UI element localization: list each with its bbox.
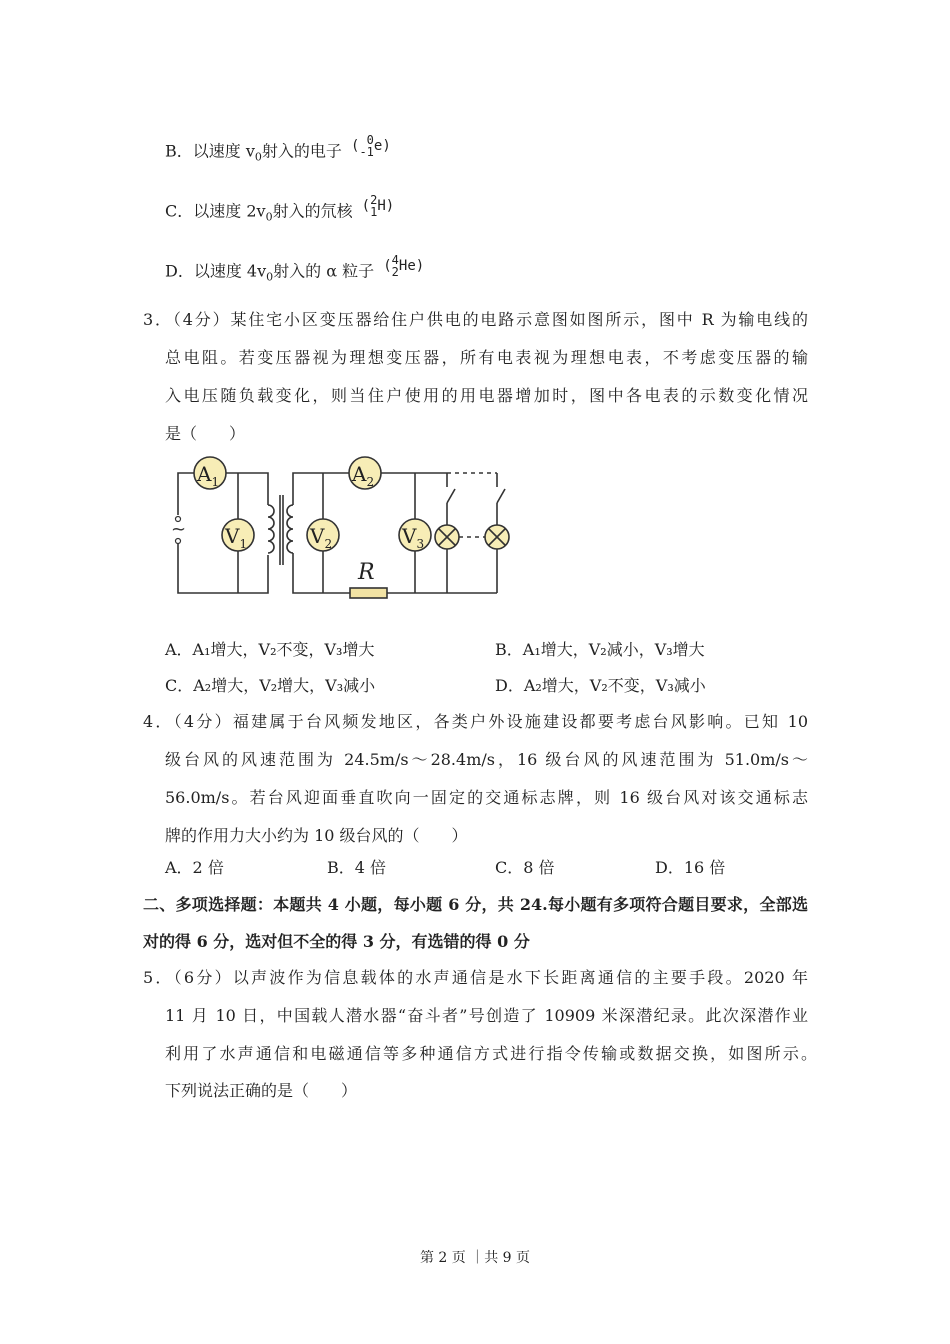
voltmeter-v1: [222, 519, 254, 551]
lamp-1-icon: [435, 525, 459, 549]
q2-option-c-sub: 0: [265, 210, 273, 224]
q4-option-c: C．8 倍: [495, 858, 555, 877]
q4-option-a: A．2 倍: [165, 858, 224, 877]
lamp1-switch-blade: [447, 489, 455, 503]
v3-sub: 3: [416, 537, 425, 551]
q4-line-2: 级台风的风速范围为 24.5m/s～28.4m/s，16 级台风的风速范围为 51.0m/s～: [165, 750, 808, 769]
v1-letter: V: [225, 524, 240, 548]
nuclide-electron-symbol: e: [373, 138, 383, 154]
q3-option-d: D．A₂增大，V₂不变，V₃减小: [495, 676, 706, 695]
q4-option-d: D．16 倍: [655, 858, 726, 877]
v3-letter: V: [402, 524, 417, 548]
q4-option-b: B．4 倍: [327, 858, 387, 877]
q3-option-a: A．A₁增大，V₂不变，V₃增大: [165, 640, 375, 659]
voltmeter-v3: [399, 519, 431, 551]
q2-option-b-sub: 0: [254, 150, 262, 164]
q4-line-4: 牌的作用力大小约为 10 级台风的（ ）: [165, 826, 468, 845]
v1-sub: 1: [239, 537, 248, 551]
q2-option-d-text: 射入的 α 粒子: [273, 261, 375, 281]
secondary-wire-bottom: [293, 553, 350, 593]
q5-line-3: 利用了水声通信和电磁通信等多种通信方式进行指令传输或数据交换，如图所示。: [165, 1044, 817, 1063]
secondary-coil: [287, 505, 293, 553]
nuclide-alpha-mass: 4: [391, 253, 399, 267]
q2-option-d: [165, 253, 425, 288]
q5-line-4: 下列说法正确的是（ ）: [165, 1081, 358, 1100]
q3-line-3: 入电压随负载变化，则当住户使用的用电器增加时，图中各电表的示数变化情况: [165, 386, 808, 405]
lamp2-switch-blade: [497, 489, 505, 503]
page-footer: 第 2 页 ｜共 9 页: [419, 1250, 531, 1266]
q2-option-c-text: 射入的氘核: [272, 201, 353, 221]
nuclide-deuteron-mass: 2: [370, 193, 378, 207]
a1-sub: 1: [211, 475, 220, 489]
q2-option-b-label: B．以速度 v: [165, 141, 255, 161]
resistor-label: R: [358, 560, 375, 585]
q5-line-2: 11 月 10 日，中国载人潜水器“奋斗者”号创造了 10909 米深潜纪录。此次深潜作业: [165, 1006, 808, 1025]
q3-option-b: B．A₁增大，V₂减小，V₃增大: [495, 640, 705, 659]
nuclide-electron-charge: -1: [359, 145, 374, 159]
q2-option-d-label: D．以速度 4v: [165, 261, 267, 281]
a2-letter: A: [352, 462, 367, 486]
primary-wire-bottom: [178, 543, 268, 593]
q4-line-3: 56.0m/s。若台风迎面垂直吹向一固定的交通标志牌，则 16 级台风对该交通标志: [165, 788, 808, 807]
q2-option-c-label: C．以速度 2v: [165, 201, 266, 221]
voltmeter-v2: [307, 519, 339, 551]
nuclide-electron: ( 0 -1e): [351, 133, 391, 159]
q3-line-2: 总电阻。若变压器视为理想变压器，所有电表视为理想电表，不考虑变压器的输: [165, 348, 808, 367]
q3-line-4: 是（ ）: [165, 424, 246, 443]
nuclide-deuteron-charge: 1: [370, 205, 378, 219]
q4-line-1: 4．（4分）福建属于台风频发地区，各类户外设施建设都要考虑台风影响。已知 10: [143, 712, 808, 731]
q5-line-1: 5．（6分）以声波作为信息载体的水声通信是水下长距离通信的主要手段。2020 年: [143, 968, 808, 987]
a1-letter: A: [197, 462, 212, 486]
q3-line-1: 3．（4分）某住宅小区变压器给住户供电的电路示意图如图所示，图中 R 为输电线的: [143, 310, 808, 329]
q2-option-d-sub: 0: [266, 270, 274, 284]
nuclide-alpha: (4 2He): [383, 253, 425, 279]
nuclide-alpha-symbol: He: [398, 258, 416, 274]
ac-source: [171, 517, 186, 544]
ammeter-a1: [194, 457, 226, 489]
q2-option-b: [165, 133, 391, 168]
circuit-diagram: [165, 455, 525, 605]
section-2-heading-line-2: 对的得 6 分，选对但不全的得 3 分，有选错的得 0 分: [143, 932, 530, 951]
lamp-2-icon: [485, 525, 509, 549]
nuclide-deuteron: (2 1H): [361, 193, 395, 219]
q3-option-c: C．A₂增大，V₂增大，V₃减小: [165, 676, 376, 695]
a2-sub: 2: [366, 475, 375, 489]
ammeter-a2: [349, 457, 381, 489]
v2-sub: 2: [324, 537, 333, 551]
v2-letter: V: [310, 524, 325, 548]
nuclide-alpha-charge: 2: [391, 265, 399, 279]
source-symbol: ~: [171, 519, 187, 540]
section-2-heading-line-1: 二、多项选择题：本题共 4 小题，每小题 6 分，共 24.每小题有多项符合题目要求，全部选: [143, 895, 808, 914]
q2-option-c: [165, 193, 395, 228]
q2-option-b-text: 射入的电子: [261, 141, 342, 161]
primary-coil: [268, 505, 274, 553]
nuclide-deuteron-symbol: H: [377, 198, 386, 214]
resistor-r: [350, 560, 387, 598]
nuclide-electron-mass: 0: [366, 133, 374, 147]
